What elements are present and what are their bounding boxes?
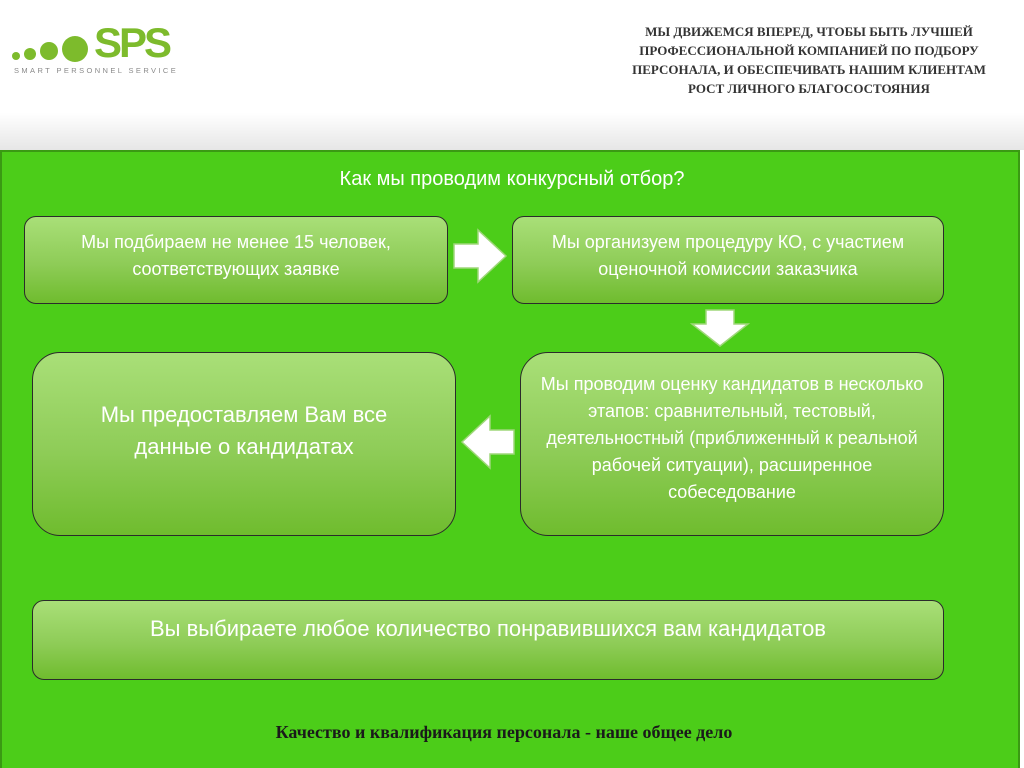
arrow-down-icon [690, 308, 750, 348]
logo-tagline: SMART PERSONNEL SERVICE [14, 66, 179, 75]
step-text: Мы проводим оценку кандидатов в несколько этапов: сравнительный, тестовый, деятельностный (приближенный к реальной рабочей ситуации), расширенное собеседование [540, 374, 924, 502]
step-text: Мы организуем процедуру КО, с участием оценочной комиссии заказчика [551, 232, 905, 279]
step-box-data [32, 352, 456, 536]
header [0, 0, 1024, 150]
page-title: Как мы проводим конкурсный отбор? [339, 168, 685, 190]
arrow-left-icon [460, 414, 516, 470]
step-box-selection [24, 216, 448, 304]
step-text: Мы предоставляем Вам все данные о кандидатах [100, 402, 388, 459]
step-box-procedure [512, 216, 944, 304]
step-box-assessment [520, 352, 944, 536]
logo-wordmark: SPS [94, 19, 170, 66]
footer-motto: Качество и квалификация персонала - наше общее дело [275, 722, 733, 742]
company-slogan: МЫ ДВИЖЕМСЯ ВПЕРЕД, ЧТОБЫ БЫТЬ ЛУЧШЕЙ ПРОФЕССИОНАЛЬНОЙ КОМПАНИЕЙ ПО ПОДБОРУ ПЕРСОНАЛА, И ОБЕСПЕЧИВАТЬ НАШИМ КЛИЕНТАМ РОСТ ЛИЧНОГО БЛАГОСОСТОЯНИЯ [632, 24, 986, 96]
step-text: Мы подбираем не менее 15 человек, соответствующих заявке [81, 232, 391, 279]
arrow-right-icon [452, 228, 508, 284]
company-logo [12, 18, 197, 78]
step-box-choice [32, 600, 944, 680]
step-text: Вы выбираете любое количество понравившихся вам кандидатов [150, 616, 826, 641]
